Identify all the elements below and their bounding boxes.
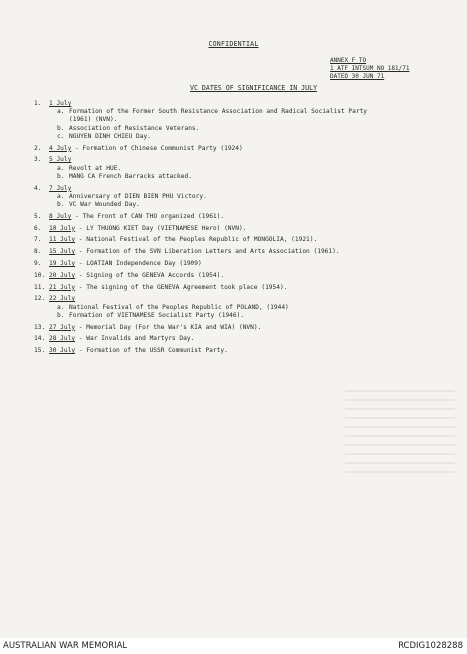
date-entry [34, 100, 434, 141]
entry-sub-item [49, 108, 434, 116]
entry-date: 4 July [49, 144, 72, 152]
entry-body [49, 156, 434, 181]
entry-number: 4. [34, 184, 42, 192]
sub-item-text: Formation of the Former South Resistance Association and Radical Socialist Party [69, 108, 368, 116]
entry-description: - Formation of the USSR Communist Party. [75, 347, 228, 355]
entry-number: 15. [34, 347, 46, 355]
sub-item-letter: a. [57, 303, 65, 311]
entry-date: 21 July [49, 283, 76, 291]
entry-line [49, 248, 434, 256]
sub-item-continuation: (1961) (NVN). [69, 116, 118, 124]
entry-sub-item [49, 133, 434, 141]
entry-date: 27 July [49, 323, 76, 331]
entry-description: - Formation of Chinese Communist Party (1924) [71, 144, 243, 152]
sub-item-text: Formation of VIETNAMESE Socialist Party (1946). [69, 311, 245, 319]
date-entry [34, 248, 434, 256]
entry-sub-item [49, 165, 434, 173]
show-through-text [345, 390, 455, 480]
sub-item-letter: b. [57, 124, 65, 132]
date-entry [34, 284, 434, 292]
date-entry [34, 272, 434, 280]
entry-number: 7. [34, 236, 42, 244]
sub-item-text: MANG CA French Barracks attacked. [69, 172, 192, 180]
entry-number: 1. [34, 100, 42, 107]
entry-body [49, 260, 434, 268]
entry-line [49, 335, 434, 343]
sub-item-letter: a. [57, 192, 65, 200]
entry-body [49, 225, 434, 233]
entry-body [49, 347, 434, 355]
entry-number: 2. [34, 144, 42, 152]
date-entry [34, 185, 434, 210]
entry-description: - Memorial Day (For the War's KIA and WIA) (NVN). [75, 323, 262, 331]
document-title: VC DATES OF SIGNIFICANCE IN JULY [190, 84, 318, 92]
entry-date: 28 July [49, 335, 76, 343]
entry-body [49, 248, 434, 256]
entry-description: - LY THUONG KIET Day (VIETNAMESE Hero) (NVN). [75, 224, 247, 232]
entry-line [49, 100, 434, 108]
entry-date: 15 July [49, 248, 76, 256]
entry-body [49, 100, 434, 141]
entry-number: 6. [34, 224, 42, 232]
sub-item-letter: b. [57, 311, 65, 319]
entry-date: 19 July [49, 260, 76, 267]
entry-body [49, 145, 434, 153]
entry-sub-item [49, 173, 434, 181]
sub-item-text: Revolt at HUE. [69, 164, 122, 172]
entry-body [49, 185, 434, 210]
entry-body [49, 335, 434, 343]
entry-body [49, 236, 434, 244]
date-entry [34, 324, 434, 332]
annex-reference [330, 57, 409, 81]
date-entry [34, 335, 434, 343]
date-entry-list [34, 100, 434, 359]
sub-item-text: National Festival of the Peoples Republic of POLAND, (1944) [69, 303, 289, 311]
sub-item-text: Anniversary of DIEN BIEN PHU Victory. [69, 192, 207, 200]
sub-item-letter: b. [57, 201, 65, 209]
entry-line [49, 260, 434, 268]
sub-item-letter: a. [57, 164, 65, 172]
entry-sub-item [49, 304, 434, 312]
entry-date: 11 July [49, 236, 76, 244]
date-entry [34, 260, 434, 268]
date-entry [34, 213, 434, 221]
entry-line [49, 225, 434, 233]
sub-item-letter: a. [57, 108, 65, 116]
entry-line [49, 295, 434, 303]
entry-number: 13. [34, 323, 46, 331]
entry-description: - Signing of the GENEVA Accords (1954). [75, 271, 225, 279]
entry-body [49, 324, 434, 332]
entry-date: 30 July [49, 347, 76, 355]
entry-line [49, 272, 434, 280]
entry-date: 7 July [49, 184, 72, 192]
entry-line [49, 236, 434, 244]
entry-description: - National Festival of the Peoples Republic of MONGOLIA, (1921). [75, 236, 318, 244]
entry-body [49, 272, 434, 280]
date-entry [34, 236, 434, 244]
date-entry [34, 225, 434, 233]
entry-description: - War Invalids and Martyrs Day. [75, 335, 195, 343]
entry-description: - The signing of the GENEVA Agreement took place (1954). [75, 283, 288, 291]
annex-line: ANNEX F TO [330, 57, 367, 64]
archive-footer [0, 638, 467, 654]
entry-sub-item [49, 201, 434, 209]
entry-sub-item [49, 193, 434, 201]
entry-number: 8. [34, 248, 42, 256]
entry-line [49, 185, 434, 193]
entry-description: - The Front of CAN THO organized (1961). [71, 212, 225, 220]
entry-date: 22 July [49, 295, 76, 303]
entry-date: 10 July [49, 224, 76, 232]
entry-number: 14. [34, 335, 46, 343]
entry-description: - Formation of the SVN Liberation Letters and Arts Association (1961). [75, 248, 340, 256]
entry-line [49, 324, 434, 332]
entry-date: 20 July [49, 271, 76, 279]
date-entry [34, 145, 434, 153]
entry-line [49, 156, 434, 164]
entry-line [49, 213, 434, 221]
entry-line [49, 284, 434, 292]
entry-line [49, 145, 434, 153]
entry-number: 9. [34, 260, 42, 267]
sub-item-text: NGUYEN DINH CHIEU Day. [69, 132, 151, 140]
entry-line [49, 347, 434, 355]
archive-record-id: RCDIG1028288 [398, 641, 463, 651]
entry-body [49, 213, 434, 221]
entry-number: 11. [34, 283, 46, 291]
date-entry [34, 156, 434, 181]
entry-number: 10. [34, 271, 46, 279]
entry-number: 5. [34, 212, 42, 220]
sub-item-letter: b. [57, 172, 65, 180]
entry-sub-item [49, 312, 434, 320]
entry-sub-item [49, 125, 434, 133]
entry-number: 3. [34, 156, 42, 164]
sub-item-text: VC War Wounded Day. [69, 201, 140, 209]
date-entry [34, 347, 434, 355]
sub-item-letter: c. [57, 132, 65, 140]
entry-number: 12. [34, 295, 46, 303]
annex-line: 1 ATF INTSUM NO 181/71 [330, 65, 410, 72]
annex-line: DATED 30 JUN 71 [330, 73, 385, 80]
date-entry [34, 295, 434, 320]
classification-heading: CONFIDENTIAL [208, 40, 259, 48]
entry-body [49, 295, 434, 320]
sub-item-text: Association of Resistance Veterans. [69, 124, 200, 132]
entry-date: 8 July [49, 212, 72, 220]
entry-date: 1 July [49, 100, 72, 107]
entry-date: 5 July [49, 156, 72, 164]
entry-description: - LOATIAN Independence Day (1909) [75, 260, 202, 267]
entry-body [49, 284, 434, 292]
archive-name: AUSTRALIAN WAR MEMORIAL [3, 641, 128, 651]
